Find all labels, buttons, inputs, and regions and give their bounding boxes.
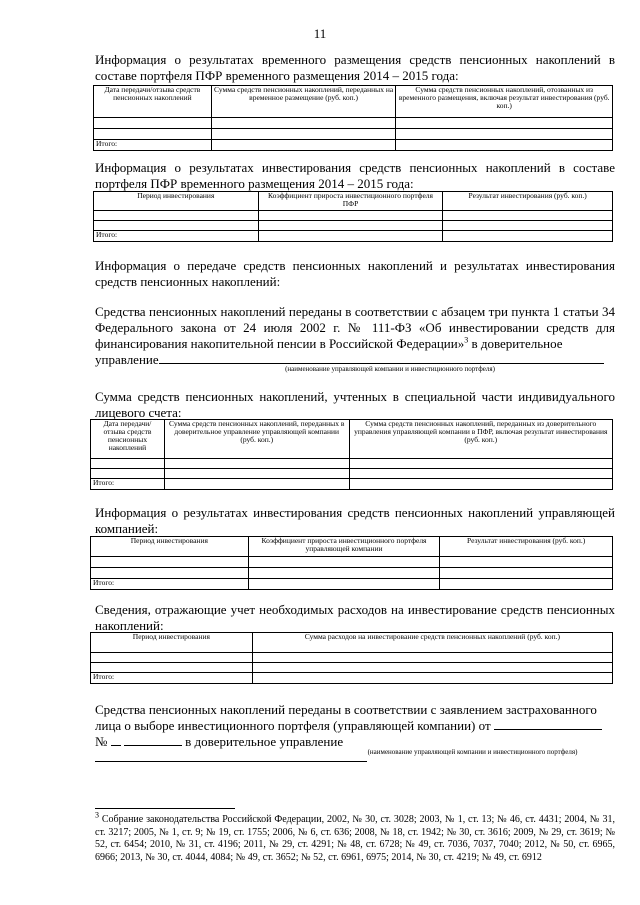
table-total-row <box>91 479 613 490</box>
table-uk-investment <box>90 536 613 590</box>
section3-paragraph <box>95 304 615 352</box>
table-row <box>91 459 613 469</box>
table-header-cell: Сумма расходов на инвестирование средств пенсионных накоплений (руб. коп.) <box>252 633 612 653</box>
table-header-cell: Сумма средств пенсионных накоплений, переданных из доверительного управления управляющей компании в ПФР, включая результат инвестирования (руб. коп.) <box>349 420 612 459</box>
table-pfr-investment <box>93 191 613 242</box>
number-label: № <box>95 734 108 749</box>
table-header-cell: Коэффициент прироста инвестиционного портфеля ПФР <box>258 192 443 211</box>
footnote-divider <box>95 808 235 809</box>
table-header-cell: Результат инвестирования (руб. коп.) <box>440 537 613 557</box>
section5-heading: Информация о результатах инвестирования средств пенсионных накоплений управляющей компанией: <box>95 505 615 536</box>
table-expenses <box>90 632 613 684</box>
table-total-row <box>91 579 613 590</box>
table-row <box>91 469 613 479</box>
table-temp-placement <box>93 85 613 151</box>
table-total-row <box>91 673 613 684</box>
footnote-marker: 3 <box>95 810 99 820</box>
management-company-blank-2[interactable] <box>95 750 367 762</box>
table-special-account <box>90 419 613 490</box>
table-header-cell: Коэффициент прироста инвестиционного портфеля управляющей компании <box>248 537 440 557</box>
section7-mid-text: в доверительное управление <box>185 734 344 749</box>
table-total-row <box>94 140 613 151</box>
table-row <box>94 221 613 231</box>
section3-paragraph-end: в доверительное <box>468 336 563 351</box>
table-row <box>91 663 613 673</box>
table-header-cell: Период инвестирования <box>94 192 259 211</box>
section3-heading: Информация о передаче средств пенсионных накоплений и результатах инвестирования средств пенсионных накоплений: <box>95 258 615 289</box>
management-caption: (наименование управляющей компании и инвестиционного портфеля) <box>285 365 495 373</box>
total-label: Итого: <box>91 479 165 490</box>
page-number: 11 <box>313 26 327 41</box>
table-header-cell: Период инвестирования <box>91 537 249 557</box>
footnote <box>95 810 615 864</box>
table-header-cell: Сумма средств пенсионных накоплений, отозванных из временного размещения, включая результат инвестирования (руб. коп.) <box>396 86 613 118</box>
table-row <box>91 557 613 568</box>
section1-heading: Информация о результатах временного размещения средств пенсионных накоплений в составе портфеля ПФР временного размещения 2014 – 2015 года: <box>95 52 615 83</box>
section4-heading: Сумма средств пенсионных накоплений, учтенных в специальной части индивидуального лицевого счета: <box>95 389 615 420</box>
total-label: Итого: <box>91 673 253 684</box>
table-row <box>91 568 613 579</box>
table-header-cell: Сумма средств пенсионных накоплений, переданных в доверительное управление управляющей компании (руб. коп.) <box>164 420 349 459</box>
table-header-cell: Дата передачи/отзыва средств пенсионных накоплений <box>94 86 212 118</box>
table-header-cell: Сумма средств пенсионных накоплений, переданных на временное размещение (руб. коп.) <box>211 86 396 118</box>
section7-paragraph-text: Средства пенсионных накоплений переданы в соответствии с заявлением застрахованного лица о выборе инвестиционного портфеля (управляющей компании) от <box>95 702 597 733</box>
footnote-text: Собрание законодательства Российской Федерации, 2002, № 30, ст. 3028; 2003, № 1, ст. 13; № 46, ст. 4431; 2004, № 31, ст. 3217; 2005, № 1, ст. 9; № 19, ст. 1755; 2006, № 6, ст. 636; 2008, № 18, ст. 1942; № 30, ст. 3616; 2009, № 29, ст. 3619; № 52, ст. 6454; 2010, № 31, ст. 4196; 2011, № 29, ст. 4291; № 48, ст. 6728; № 49, ст. 7036, 7037, 7040; 2012, № 50, ст. 6965, 6966; 2013, № 30, ст. 4044, 4084; № 49, ст. 3652; № 52, ст. 6961, 6975; 2014, № 30, ст. 4219; № 49, ст. 6912 <box>95 814 615 863</box>
section7-caption: (наименование управляющей компании и инвестиционного портфеля) <box>367 748 578 756</box>
total-label: Итого: <box>94 231 259 242</box>
footnote-ref: 3 <box>464 335 469 345</box>
table-row <box>94 129 613 140</box>
application-date-blank[interactable] <box>494 718 602 730</box>
management-label: управление <box>95 352 159 367</box>
table-header-cell: Период инвестирования <box>91 633 253 653</box>
total-label: Итого: <box>94 140 212 151</box>
section7-paragraph <box>95 702 615 734</box>
section2-heading: Информация о результатах инвестирования средств пенсионных накоплений в составе портфеля ПФР временного размещения 2014 – 2015 года: <box>95 160 615 191</box>
number-blank-short[interactable] <box>111 734 121 746</box>
section6-heading: Сведения, отражающие учет необходимых расходов на инвестирование средств пенсионных накоплений: <box>95 602 615 633</box>
number-blank[interactable] <box>124 734 182 746</box>
table-row <box>94 118 613 129</box>
table-row <box>94 211 613 221</box>
management-company-blank[interactable] <box>159 352 604 364</box>
table-header-cell: Дата передачи/отзыва средств пенсионных накоплений <box>91 420 165 459</box>
table-header-cell: Результат инвестирования (руб. коп.) <box>443 192 613 211</box>
table-total-row <box>94 231 613 242</box>
table-row <box>91 653 613 663</box>
section3-paragraph-text: Средства пенсионных накоплений переданы в соответствии с абзацем три пункта 1 статьи 34 Федерального закона от 24 июля 2002 г. № 111-ФЗ «Об инвестировании средств для финансирования накопительной пенсии в Российской Федерации» <box>95 304 615 351</box>
total-label: Итого: <box>91 579 249 590</box>
